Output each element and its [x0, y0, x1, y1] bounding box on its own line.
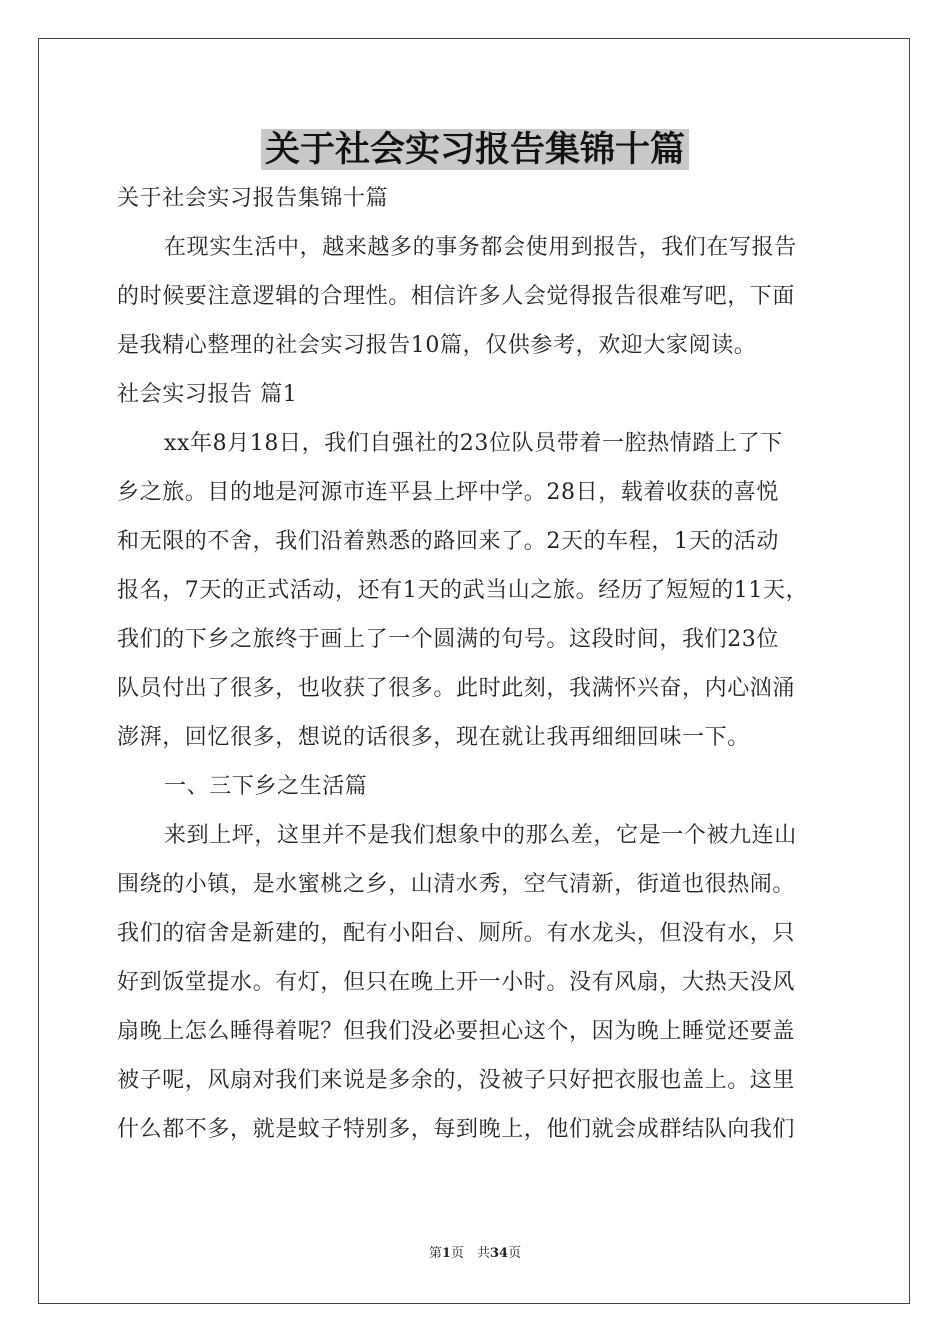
body-line: 一、三下乡之生活篇: [164, 774, 368, 799]
body-line: xx年8月18日，我们自强社的23位队员带着一腔热情踏上了下: [164, 431, 783, 456]
body-line: 和无限的不舍，我们沿着熟悉的路回来了。2天的车程，1天的活动: [117, 529, 779, 554]
title-highlight: 关于社会实习报告集锦十篇: [261, 129, 689, 170]
body-line: 好到饭堂提水。有灯，但只在晚上开一小时。没有风扇，大热天没风: [117, 970, 796, 995]
body-line: 被子呢，风扇对我们来说是多余的，没被子只好把衣服也盖上。这里: [117, 1068, 796, 1093]
body-line: 我们的宿舍是新建的，配有小阳台、厕所。有水龙头，但没有水，只: [117, 921, 796, 946]
body-line: 报名，7天的正式活动，还有1天的武当山之旅。经历了短短的11天，: [117, 578, 809, 603]
document-body: [117, 174, 837, 1154]
footer-suffix: 页: [508, 1246, 522, 1261]
body-line: 队员付出了很多，也收获了很多。此时此刻，我满怀兴奋，内心汹涌: [117, 676, 796, 701]
body-line: 我们的下乡之旅终于画上了一个圆满的句号。这段时间，我们23位: [117, 627, 779, 652]
body-line: 什么都不多，就是蚊子特别多，每到晚上，他们就会成群结队向我们: [117, 1117, 796, 1142]
body-line: 是我精心整理的社会实习报告10篇，仅供参考，欢迎大家阅读。: [117, 333, 757, 358]
footer-page-number: 1: [441, 1246, 451, 1261]
footer-prefix: 第: [428, 1246, 442, 1261]
body-line: 社会实习报告 篇1: [117, 382, 298, 407]
body-line: 的时候要注意逻辑的合理性。相信许多人会觉得报告很难写吧，下面: [117, 284, 796, 309]
footer-total-pages: 34: [489, 1246, 509, 1261]
body-line: 围绕的小镇，是水蜜桃之乡，山清水秀，空气清新，街道也很热闹。: [117, 872, 796, 897]
body-line: 在现实生活中，越来越多的事务都会使用到报告，我们在写报告: [164, 235, 797, 260]
body-line: 扇晚上怎么睡得着呢？但我们没必要担心这个，因为晚上睡觉还要盖: [117, 1019, 796, 1044]
body-line: 来到上坪，这里并不是我们想象中的那么差，它是一个被九连山: [164, 823, 797, 848]
body-line: 乡之旅。目的地是河源市连平县上坪中学。28日，载着收获的喜悦: [117, 480, 779, 505]
footer-mid: 页 共: [450, 1246, 490, 1261]
document-title: [0, 124, 950, 176]
page-footer: [0, 1242, 950, 1261]
body-line: 关于社会实习报告集锦十篇: [117, 186, 389, 211]
body-line: 澎湃，回忆很多，想说的话很多，现在就让我再细细回味一下。: [117, 725, 750, 750]
